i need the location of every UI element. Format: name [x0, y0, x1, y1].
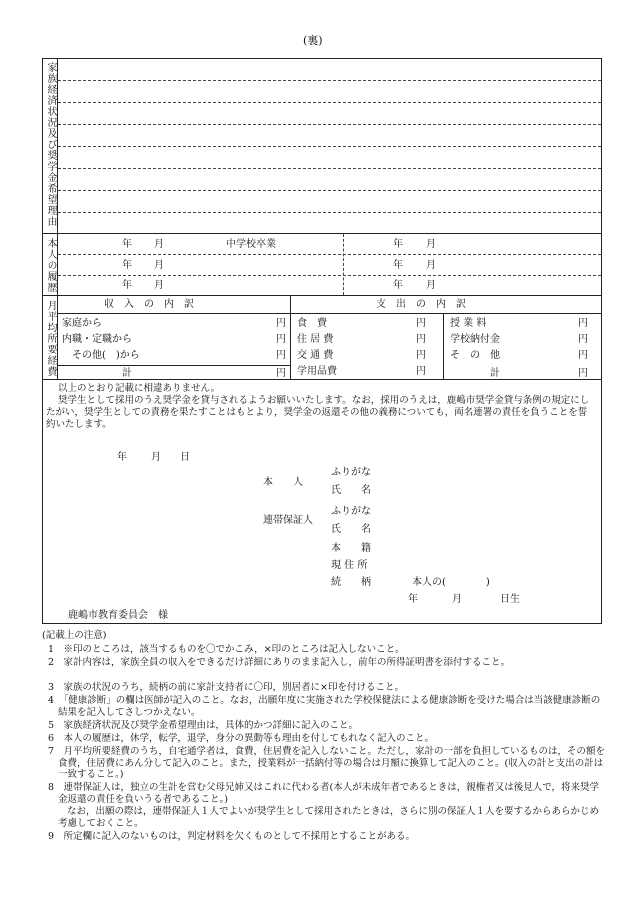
- note-item: 7 月平均所要経費のうち，自宅通学者は，食費，住居費を記入しないこと。ただし，家計の一部を負担しているものは，その額を食費，住居費にあん分して記入のこと。また，授業料が一括納付等の場合は月額に換算して記入のこと。(収入の計と支出の計は一致すること。): [48, 746, 606, 780]
- guarantor-label: 連帯保証人: [263, 515, 313, 526]
- income-header: 収 入 の 内 訳: [104, 299, 194, 310]
- note-item: 6 本人の履歴は，休学，転学，退学，身分の異動等も理由を付してもれなく記入のこと。: [48, 733, 435, 744]
- date-year: 年: [117, 452, 127, 463]
- guarantor-furigana-label: ふりがな: [331, 506, 371, 517]
- page-header: (裏): [303, 34, 323, 47]
- domicile-label: 本 籍: [331, 543, 371, 554]
- notes-title: (記載上の注意): [42, 630, 107, 641]
- note-item: 8 連帯保証人は，独立の生計を営む父母兄姉又はこれに代わる者(本人が未成年者であるときは，親権者又は後見人で，将来奨学金返還の責任を負いうる者であること。): [48, 782, 600, 805]
- note-item: 5 家族経済状況及び奨学金希望理由は，具体的かつ詳細に記入のこと。: [48, 720, 359, 731]
- name-label: 氏 名: [331, 485, 371, 496]
- expense-header: 支 出 の 内 訳: [376, 299, 466, 310]
- address-label: 現 住 所: [331, 560, 368, 571]
- guarantor-name-label: 氏 名: [331, 524, 371, 535]
- birth-day: 日生: [500, 594, 520, 605]
- note-item: 1 ※印のところは，該当するものを〇でかこみ，×印のところは記入しないこと。: [48, 644, 405, 655]
- relation-value: 本人の( ): [412, 577, 490, 588]
- addressee: 鹿嶋市教育委員会 様: [68, 610, 168, 621]
- relation-label: 続 柄: [331, 577, 371, 588]
- history-section-label: 本人の履歴: [45, 238, 56, 293]
- birth-year: 年: [408, 594, 418, 605]
- furigana-label: ふりがな: [331, 467, 371, 478]
- declaration-line: 以上のとおり記載に相違ありません。: [58, 383, 221, 394]
- birth-month: 月: [452, 594, 462, 605]
- note-item: 4 「健康診断」の欄は医師が記入のこと。なお，出願年度に実施された学校保健法による健康診断を受けた場合は当該健康診断の結果を記入してさしつかえない。: [48, 695, 601, 718]
- family-section-label: 家族経済状況及び奨学金希望理由: [45, 62, 56, 227]
- declaration-body: 奨学生として採用のうえ奨学金を貸与されるようお願いいたします。なお，採用のうえは，鹿嶋市奨学金貸与条例の規定にしたがい，奨学生としての責務を果たすことはもとより，奨学金の返還その他の義務についても，両名連署の責任を負うことを誓約いたします。: [46, 395, 590, 430]
- expenses-section-label: 月平均所要経費: [45, 300, 56, 377]
- self-label: 本 人: [263, 477, 303, 488]
- date-month: 月: [151, 452, 161, 463]
- note-item: 2 家計内容は，家族全員の収入をできるだけ詳細にありのまま記入し，前年の所得証明書を添付すること。: [48, 657, 511, 668]
- note-item: 3 家族の状況のうち，続柄の前に家計支持者に〇印，別居者に×印を付けること。: [48, 682, 405, 693]
- date-day: 日: [180, 452, 190, 463]
- note-item: 9 所定欄に記入のないものは，判定材料を欠くものとして不採用とすることがある。: [48, 831, 416, 842]
- note-item: なお，出願の際は，連帯保証人１人でよいが奨学生として採用されたときは，さらに別の保証人１人を要するからあらかじめ考慮しておくこと。: [48, 806, 600, 829]
